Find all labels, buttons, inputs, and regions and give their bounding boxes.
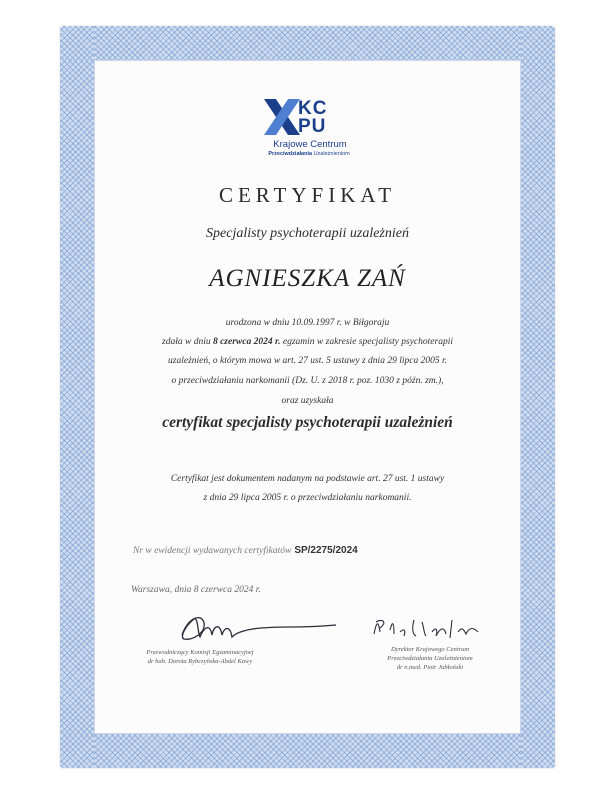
exam-prefix: zdała w dniu xyxy=(162,337,213,347)
holder-name: AGNIESZKA ZAŃ xyxy=(209,265,406,292)
certificate-title: CERTYFIKAT xyxy=(218,183,397,207)
logo-name: Krajowe Centrum xyxy=(273,139,347,150)
right-signature xyxy=(366,610,506,644)
left-signature xyxy=(140,605,340,647)
exam-date: 8 czerwca 2024 r. xyxy=(212,337,281,347)
logo-mark-text: KC PU xyxy=(298,98,328,137)
exam-line xyxy=(94,337,521,347)
law-line-1: uzależnień, o którym mowa w art. 27 ust. 5 ustawy z dnia 29 lipca 2005 r. xyxy=(168,356,447,366)
exam-suffix: egzamin w zakresie specjalisty psychoterapii xyxy=(280,337,453,347)
certificate-name: certyfikat specjalisty psychoterapii uzależnień xyxy=(162,414,453,431)
kcpu-logo xyxy=(262,97,352,163)
right-caption-role-2: Przeciwdziałania Uzależnieniom xyxy=(387,655,473,662)
right-caption-role-1: Dyrektor Krajowego Centrum xyxy=(390,646,470,653)
left-caption-name: dr hab. Dorota Rybczyńska-Abdel Kawy xyxy=(147,658,253,665)
basis-line-1: Certyfikat jest dokumentem nadanym na podstawie art. 27 ust. 1 ustawy xyxy=(170,474,445,484)
certificate-subtitle: Specjalisty psychoterapii uzależnień xyxy=(206,226,409,241)
registry-line xyxy=(133,545,358,556)
registry-label: Nr w ewidencji wydawanych certyfikatów xyxy=(133,546,292,556)
left-signature-caption xyxy=(130,648,270,666)
birth-line: urodzona w dniu 10.09.1997 r. w Biłgoraju xyxy=(225,318,390,328)
obtained-line: oraz uzyskała xyxy=(281,396,334,406)
left-caption-role: Przewodniczący Komisji Egzaminacyjnej xyxy=(146,649,254,656)
logo-subtitle-rest: Uzależnieniom xyxy=(313,151,350,157)
law-line-2: o przeciwdziałaniu narkomanii (Dz. U. z 2018 r. poz. 1030 z późn. zm.), xyxy=(171,376,444,386)
basis-line-2: z dnia 29 lipca 2005 r. o przeciwdziałaniu narkomanii. xyxy=(203,493,412,503)
logo-subtitle-bold: Przeciwdziałania xyxy=(268,151,313,157)
right-signature-caption xyxy=(360,645,500,672)
registry-number: SP/2275/2024 xyxy=(294,545,358,556)
place-date: Warszawa, dnia 8 czerwca 2024 r. xyxy=(131,585,261,595)
logo-subtitle xyxy=(256,151,362,157)
right-caption-name: dr n.med. Piotr Jabłoński xyxy=(396,664,464,671)
logo-x-icon xyxy=(262,97,302,137)
